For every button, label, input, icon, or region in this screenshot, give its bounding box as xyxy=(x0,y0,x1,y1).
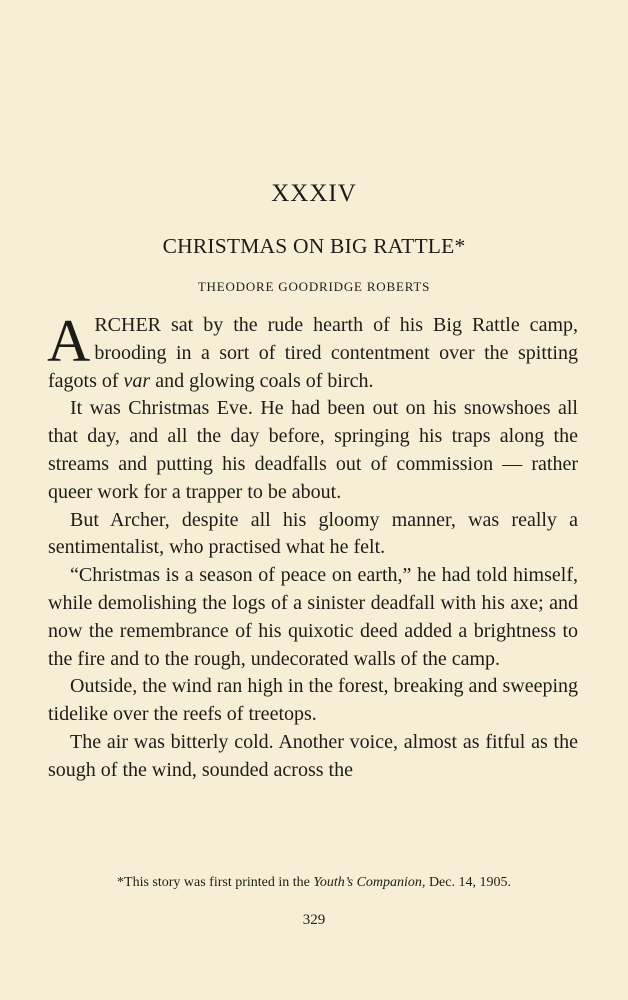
drop-cap: A xyxy=(47,308,91,374)
paragraph-4: “Christmas is a season of peace on earth,” he had told himself, while demolishing the logs of a sinister deadfall with his axe; and now the remembrance of his quixotic deed added a brightness to the fire and to the rough, undecorated walls of the camp. xyxy=(48,564,578,670)
chapter-author: THEODORE GOODRIDGE ROBERTS xyxy=(197,279,431,294)
footnote-text-after: Dec. 14, 1905. xyxy=(425,875,511,890)
footnote-publication: Youth’s Companion, xyxy=(313,875,426,890)
paragraph-1-text-after: and glowing coals of birch. xyxy=(150,369,374,392)
footnote xyxy=(0,875,628,891)
paragraph-1-text-before: RCHER sat by the rude hearth of his Big Rattle camp, brooding in a sort of tired contentment over the spitting fagots of xyxy=(48,314,578,392)
paragraph-6: The air was bitterly cold. Another voice, almost as fitful as the sough of the wind, sounded across the xyxy=(48,730,578,781)
paragraph-3: But Archer, despite all his gloomy manner, was really a sentimentalist, who practised what he felt. xyxy=(48,508,578,559)
chapter-number: XXXIV xyxy=(271,180,357,207)
paragraph-1-italic-word: var xyxy=(123,369,151,392)
story-body xyxy=(47,308,578,785)
chapter-title: CHRISTMAS ON BIG RATTLE* xyxy=(162,234,466,258)
footnote-text-before: *This story was first printed in the xyxy=(117,875,314,890)
page-number: 329 xyxy=(302,912,326,928)
paragraph-5: Outside, the wind ran high in the forest, breaking and sweeping tidelike over the reefs of treetops. xyxy=(48,675,578,726)
paragraph-2: It was Christmas Eve. He had been out on his snowshoes all that day, and all the day before, springing his traps along the streams and putting his deadfalls out of commission — rather queer work for a trapper to be about. xyxy=(48,397,578,503)
paragraph-1 xyxy=(47,308,578,395)
